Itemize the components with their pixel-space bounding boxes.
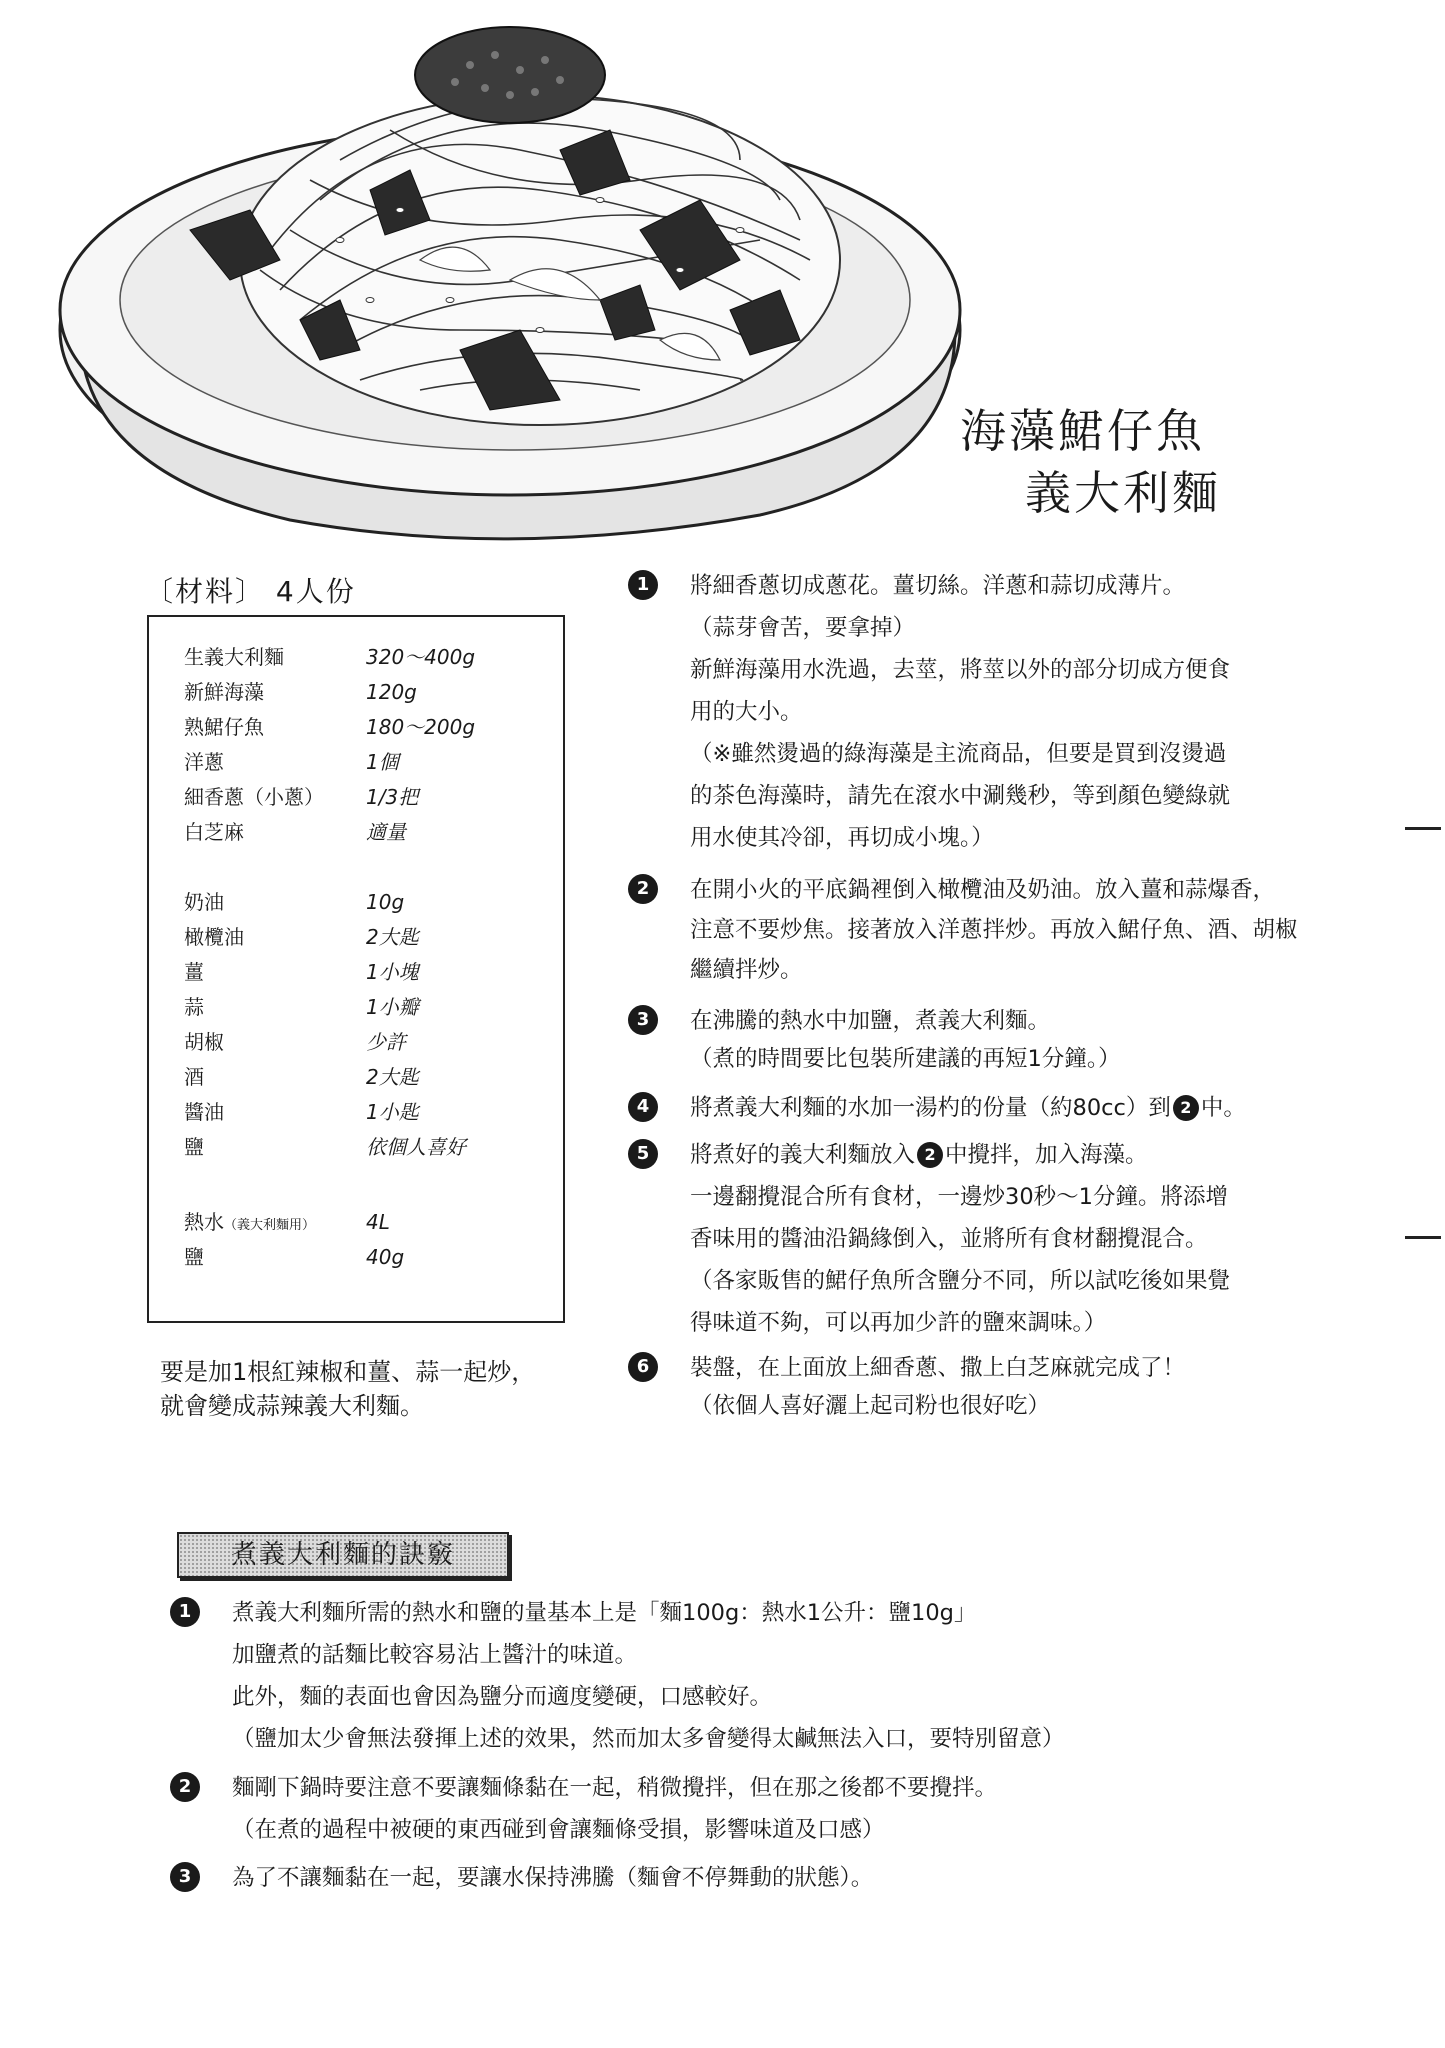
- secrets-heading: 煮義大利麵的訣竅: [177, 1532, 509, 1578]
- secret-line: （鹽加太少會無法發揮上述的效果，然而加太多會變得太鹹無法入口，要特別留意）: [232, 1726, 1065, 1752]
- ingredient-row: [184, 642, 475, 672]
- step-line: 在開小火的平底鍋裡倒入橄欖油及奶油。放入薑和蒜爆香，: [690, 877, 1276, 903]
- secret-line: 煮義大利麵所需的熱水和鹽的量基本上是「麵100g：熱水1公升：鹽10g」: [232, 1600, 977, 1626]
- step-line: 用水使其冷卻，再切成小塊。）: [690, 825, 994, 851]
- secret-line: 加鹽煮的話麵比較容易沾上醬汁的味道。: [232, 1642, 638, 1668]
- ingredient-name: 橄欖油: [184, 925, 244, 949]
- ingredient-row: [184, 782, 418, 812]
- ingredient-qty: 10g: [366, 890, 405, 914]
- ingredients-box: [147, 615, 565, 1323]
- step-text: 中攪拌，加入海藻。: [945, 1142, 1148, 1168]
- ingredient-row: [184, 817, 406, 847]
- ingredient-name: 蒜: [184, 995, 204, 1019]
- step-line: 用的大小。: [690, 699, 803, 725]
- step-reference-badge: 2: [917, 1142, 943, 1168]
- step-line: 香味用的醬油沿鍋緣倒入，並將所有食材翻攪混合。: [690, 1226, 1208, 1252]
- ingredients-heading: 〔材料〕 4人份: [145, 575, 356, 608]
- step-line: （煮的時間要比包裝所建議的再短1分鐘。）: [690, 1046, 1121, 1072]
- ingredient-qty: 1小匙: [366, 1100, 419, 1124]
- step-line: （※雖然燙過的綠海藻是主流商品，但要是買到沒燙過: [690, 741, 1227, 767]
- ingredient-row: [184, 677, 417, 707]
- step-line: 的茶色海藻時，請先在滾水中涮幾秒，等到顏色變綠就: [690, 783, 1231, 809]
- step-line: 將細香蔥切成蔥花。薑切絲。洋蔥和蒜切成薄片。: [690, 573, 1186, 599]
- ingredient-row: [184, 712, 475, 742]
- ingredient-name: 鹽: [184, 1245, 204, 1269]
- step-line: 繼續拌炒。: [690, 957, 803, 983]
- variation-tip-line: 要是加1根紅辣椒和薑、蒜一起炒，: [160, 1358, 536, 1386]
- ingredient-qty: 2大匙: [366, 1065, 419, 1089]
- step-number-badge: 4: [628, 1092, 658, 1122]
- secret-number-badge: 3: [170, 1862, 200, 1892]
- step-number-badge: 2: [628, 874, 658, 904]
- step-reference-badge: 2: [1173, 1095, 1199, 1121]
- ingredient-row: [184, 887, 404, 917]
- secret-line: 為了不讓麵黏在一起，要讓水保持沸騰（麵會不停舞動的狀態）。: [232, 1865, 874, 1891]
- step-line: 得味道不夠，可以再加少許的鹽來調味。）: [690, 1310, 1107, 1336]
- step-number-badge: 1: [628, 570, 658, 600]
- ingredient-row: [184, 1132, 466, 1162]
- ingredient-qty: 4L: [366, 1210, 390, 1234]
- ingredient-row: [184, 1207, 390, 1237]
- secret-line: 麵剛下鍋時要注意不要讓麵條黏在一起，稍微攪拌，但在那之後都不要攪拌。: [232, 1775, 998, 1801]
- ingredient-qty: 1小塊: [366, 960, 419, 984]
- ingredient-name: 奶油: [184, 890, 224, 914]
- secret-number-badge: 1: [170, 1597, 200, 1627]
- ingredient-qty: 少許: [366, 1030, 406, 1054]
- ingredient-qty: 120g: [366, 680, 417, 704]
- ingredient-qty: 180〜200g: [366, 715, 476, 739]
- secret-line: 此外，麵的表面也會因為鹽分而適度變硬，口感較好。: [232, 1684, 773, 1710]
- secret-number-badge: 2: [170, 1772, 200, 1802]
- ingredient-name: 白芝麻: [184, 820, 244, 844]
- margin-crop-mark: [1405, 1236, 1441, 1239]
- step-number-badge: 3: [628, 1005, 658, 1035]
- ingredient-note: （義大利麵用）: [224, 1218, 316, 1233]
- ingredient-qty: 適量: [366, 820, 406, 844]
- step-line: （各家販售的鮶仔魚所含鹽分不同，所以試吃後如果覺: [690, 1268, 1231, 1294]
- step-text: 將煮好的義大利麵放入: [690, 1142, 916, 1168]
- ingredient-name: 細香蔥（小蔥）: [184, 785, 324, 809]
- step-line: （蒜芽會苦，要拿掉）: [690, 615, 916, 641]
- recipe-title-line-1: 海藻鮶仔魚: [960, 404, 1205, 458]
- ingredient-name: 酒: [184, 1065, 204, 1089]
- ingredient-qty: 依個人喜好: [366, 1135, 466, 1159]
- step-line: [690, 1090, 1246, 1122]
- step-line: [690, 1137, 1230, 1179]
- ingredient-qty: 40g: [366, 1245, 405, 1269]
- ingredient-row: [184, 992, 419, 1022]
- step-number-badge: 5: [628, 1139, 658, 1169]
- ingredient-name: 鹽: [184, 1135, 204, 1159]
- ingredient-qty: 1個: [366, 750, 399, 774]
- step-text: 中。: [1200, 1095, 1246, 1121]
- pasta-dish-illustration: [40, 0, 980, 560]
- margin-crop-mark: [1405, 827, 1441, 830]
- ingredient-qty: 1/3把: [366, 785, 419, 809]
- recipe-title-line-2: 義大利麵: [1025, 466, 1221, 520]
- step-line: 裝盤，在上面放上細香蔥、撒上白芝麻就完成了！: [690, 1355, 1186, 1381]
- variation-tip-line: 就會變成蒜辣義大利麵。: [160, 1392, 424, 1420]
- step-line: 在沸騰的熱水中加鹽，煮義大利麵。: [690, 1008, 1051, 1034]
- ingredient-row: [184, 1062, 419, 1092]
- ingredient-name-text: 熱水: [184, 1210, 224, 1234]
- step-text: 將煮義大利麵的水加一湯杓的份量（約80cc）到: [690, 1095, 1171, 1121]
- step-line: 注意不要炒焦。接著放入洋蔥拌炒。再放入鮶仔魚、酒、胡椒: [690, 917, 1298, 943]
- ingredient-name: 洋蔥: [184, 750, 224, 774]
- ingredient-name: 胡椒: [184, 1030, 224, 1054]
- ingredient-row: [184, 1027, 406, 1057]
- ingredient-qty: 320〜400g: [366, 645, 476, 669]
- ingredient-row: [184, 1097, 419, 1127]
- step-line: （依個人喜好灑上起司粉也很好吃）: [690, 1393, 1051, 1419]
- ingredient-name: [184, 1207, 366, 1241]
- ingredient-qty: 1小瓣: [366, 995, 419, 1019]
- ingredient-name: 生義大利麵: [184, 645, 284, 669]
- ingredient-qty: 2大匙: [366, 925, 419, 949]
- ingredient-name: 薑: [184, 960, 204, 984]
- ingredient-row: [184, 957, 419, 987]
- ingredient-row: [184, 922, 419, 952]
- ingredient-name: 醬油: [184, 1100, 224, 1124]
- secret-line: （在煮的過程中被硬的東西碰到會讓麵條受損，影響味道及口感）: [232, 1817, 885, 1843]
- step-line: 新鮮海藻用水洗過，去莖，將莖以外的部分切成方便食: [690, 657, 1231, 683]
- step-number-badge: 6: [628, 1352, 658, 1382]
- ingredient-row: [184, 1242, 404, 1272]
- ingredient-row: [184, 747, 399, 777]
- step-line: 一邊翻攪混合所有食材，一邊炒30秒〜1分鐘。將添增: [690, 1184, 1228, 1210]
- variation-tip: [160, 1355, 535, 1423]
- ingredient-name: 熟鮶仔魚: [184, 715, 264, 739]
- ingredient-name: 新鮮海藻: [184, 680, 264, 704]
